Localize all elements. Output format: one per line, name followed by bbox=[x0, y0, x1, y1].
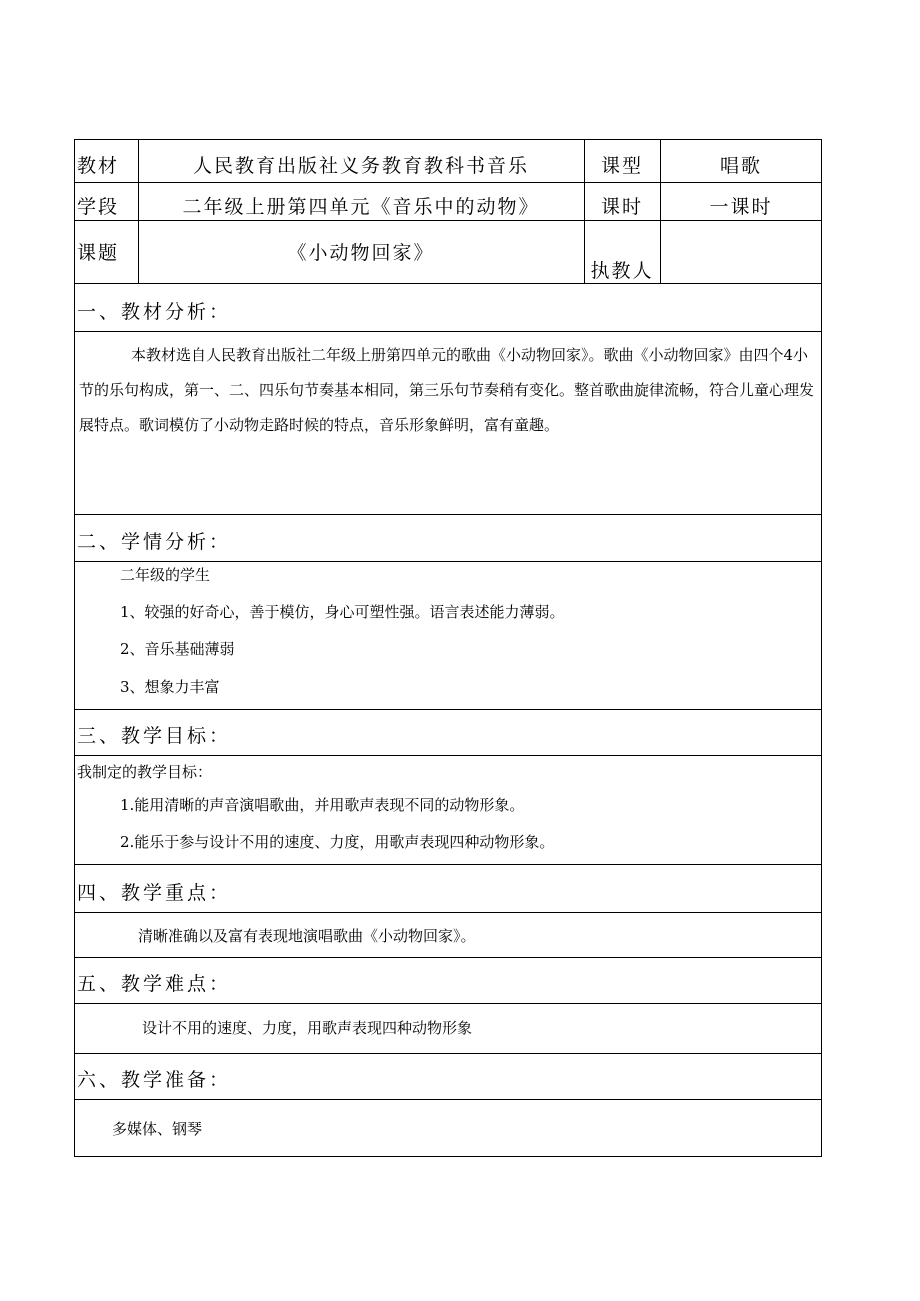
textbook-label: 教材 bbox=[77, 155, 120, 177]
list-item: 1、较强的好奇心，善于模仿，身心可塑性强。语言表述能力薄弱。 bbox=[120, 603, 565, 621]
row-divider bbox=[74, 864, 822, 865]
list-item: 1.能用清晰的声音演唱歌曲，并用歌声表现不同的动物形象。 bbox=[120, 796, 525, 814]
section-title-preparation: 六、教学准备： bbox=[77, 1069, 232, 1091]
section-title-key-points: 四、教学重点： bbox=[77, 882, 232, 904]
preparation-text: 多媒体、钢琴 bbox=[112, 1120, 203, 1138]
row-divider bbox=[74, 957, 822, 958]
row-divider bbox=[74, 182, 822, 183]
material-analysis-text: 本教材选自人民教育出版社二年级上册第四单元的歌曲《小动物回家》。歌曲《小动物回家》由四个4小节的乐句构成，第一、二、四乐句节奏基本相同，第三乐句节奏稍有变化。整首歌曲旋律流畅，符合儿童心理发展特点。歌词模仿了小动物走路时候的特点，音乐形象鲜明，富有童趣。 bbox=[79, 346, 815, 434]
row-divider bbox=[74, 331, 822, 332]
grade-stage-label: 学段 bbox=[77, 196, 120, 218]
section-title-student-analysis: 二、学情分析： bbox=[77, 531, 232, 553]
class-hours-value: 一课时 bbox=[709, 196, 773, 218]
row-divider bbox=[74, 283, 822, 284]
class-hours-label: 课时 bbox=[600, 196, 643, 218]
row-divider bbox=[74, 1003, 822, 1004]
list-item: 二年级的学生 bbox=[120, 566, 211, 584]
lesson-plan-table bbox=[74, 139, 822, 1157]
table-border-left bbox=[74, 139, 75, 1157]
list-item: 3、想象力丰富 bbox=[120, 678, 220, 696]
textbook-value: 人民教育出版社义务教育教科书音乐 bbox=[192, 155, 529, 177]
key-points-text: 清晰准确以及富有表现地演唱歌曲《小动物回家》。 bbox=[138, 927, 476, 945]
row-divider bbox=[74, 709, 822, 710]
section-title-material-analysis: 一、教材分析： bbox=[77, 301, 232, 323]
row-divider bbox=[74, 912, 822, 913]
list-item: 我制定的教学目标： bbox=[77, 763, 213, 781]
list-item: 2.能乐于参与设计不用的速度、力度，用歌声表现四种动物形象。 bbox=[120, 833, 555, 851]
row-divider bbox=[74, 220, 822, 221]
lesson-type-label: 课型 bbox=[600, 155, 643, 177]
lesson-type-value: 唱歌 bbox=[719, 155, 762, 177]
grade-stage-value: 二年级上册第四单元《音乐中的动物》 bbox=[182, 196, 540, 218]
topic-label: 课题 bbox=[77, 242, 120, 264]
table-border-bottom bbox=[74, 1156, 822, 1157]
teacher-label: 执教人 bbox=[590, 260, 654, 282]
section-title-teaching-goals: 三、教学目标： bbox=[77, 725, 232, 747]
table-border-right bbox=[821, 139, 822, 1157]
list-item: 2、音乐基础薄弱 bbox=[120, 640, 235, 658]
row-divider bbox=[74, 1053, 822, 1054]
topic-value: 《小动物回家》 bbox=[287, 242, 435, 264]
difficulties-text: 设计不用的速度、力度，用歌声表现四种动物形象 bbox=[142, 1019, 473, 1037]
row-divider bbox=[74, 514, 822, 515]
section-title-difficulties: 五、教学难点： bbox=[77, 973, 232, 995]
row-divider bbox=[74, 1099, 822, 1100]
table-border-top bbox=[74, 139, 822, 140]
